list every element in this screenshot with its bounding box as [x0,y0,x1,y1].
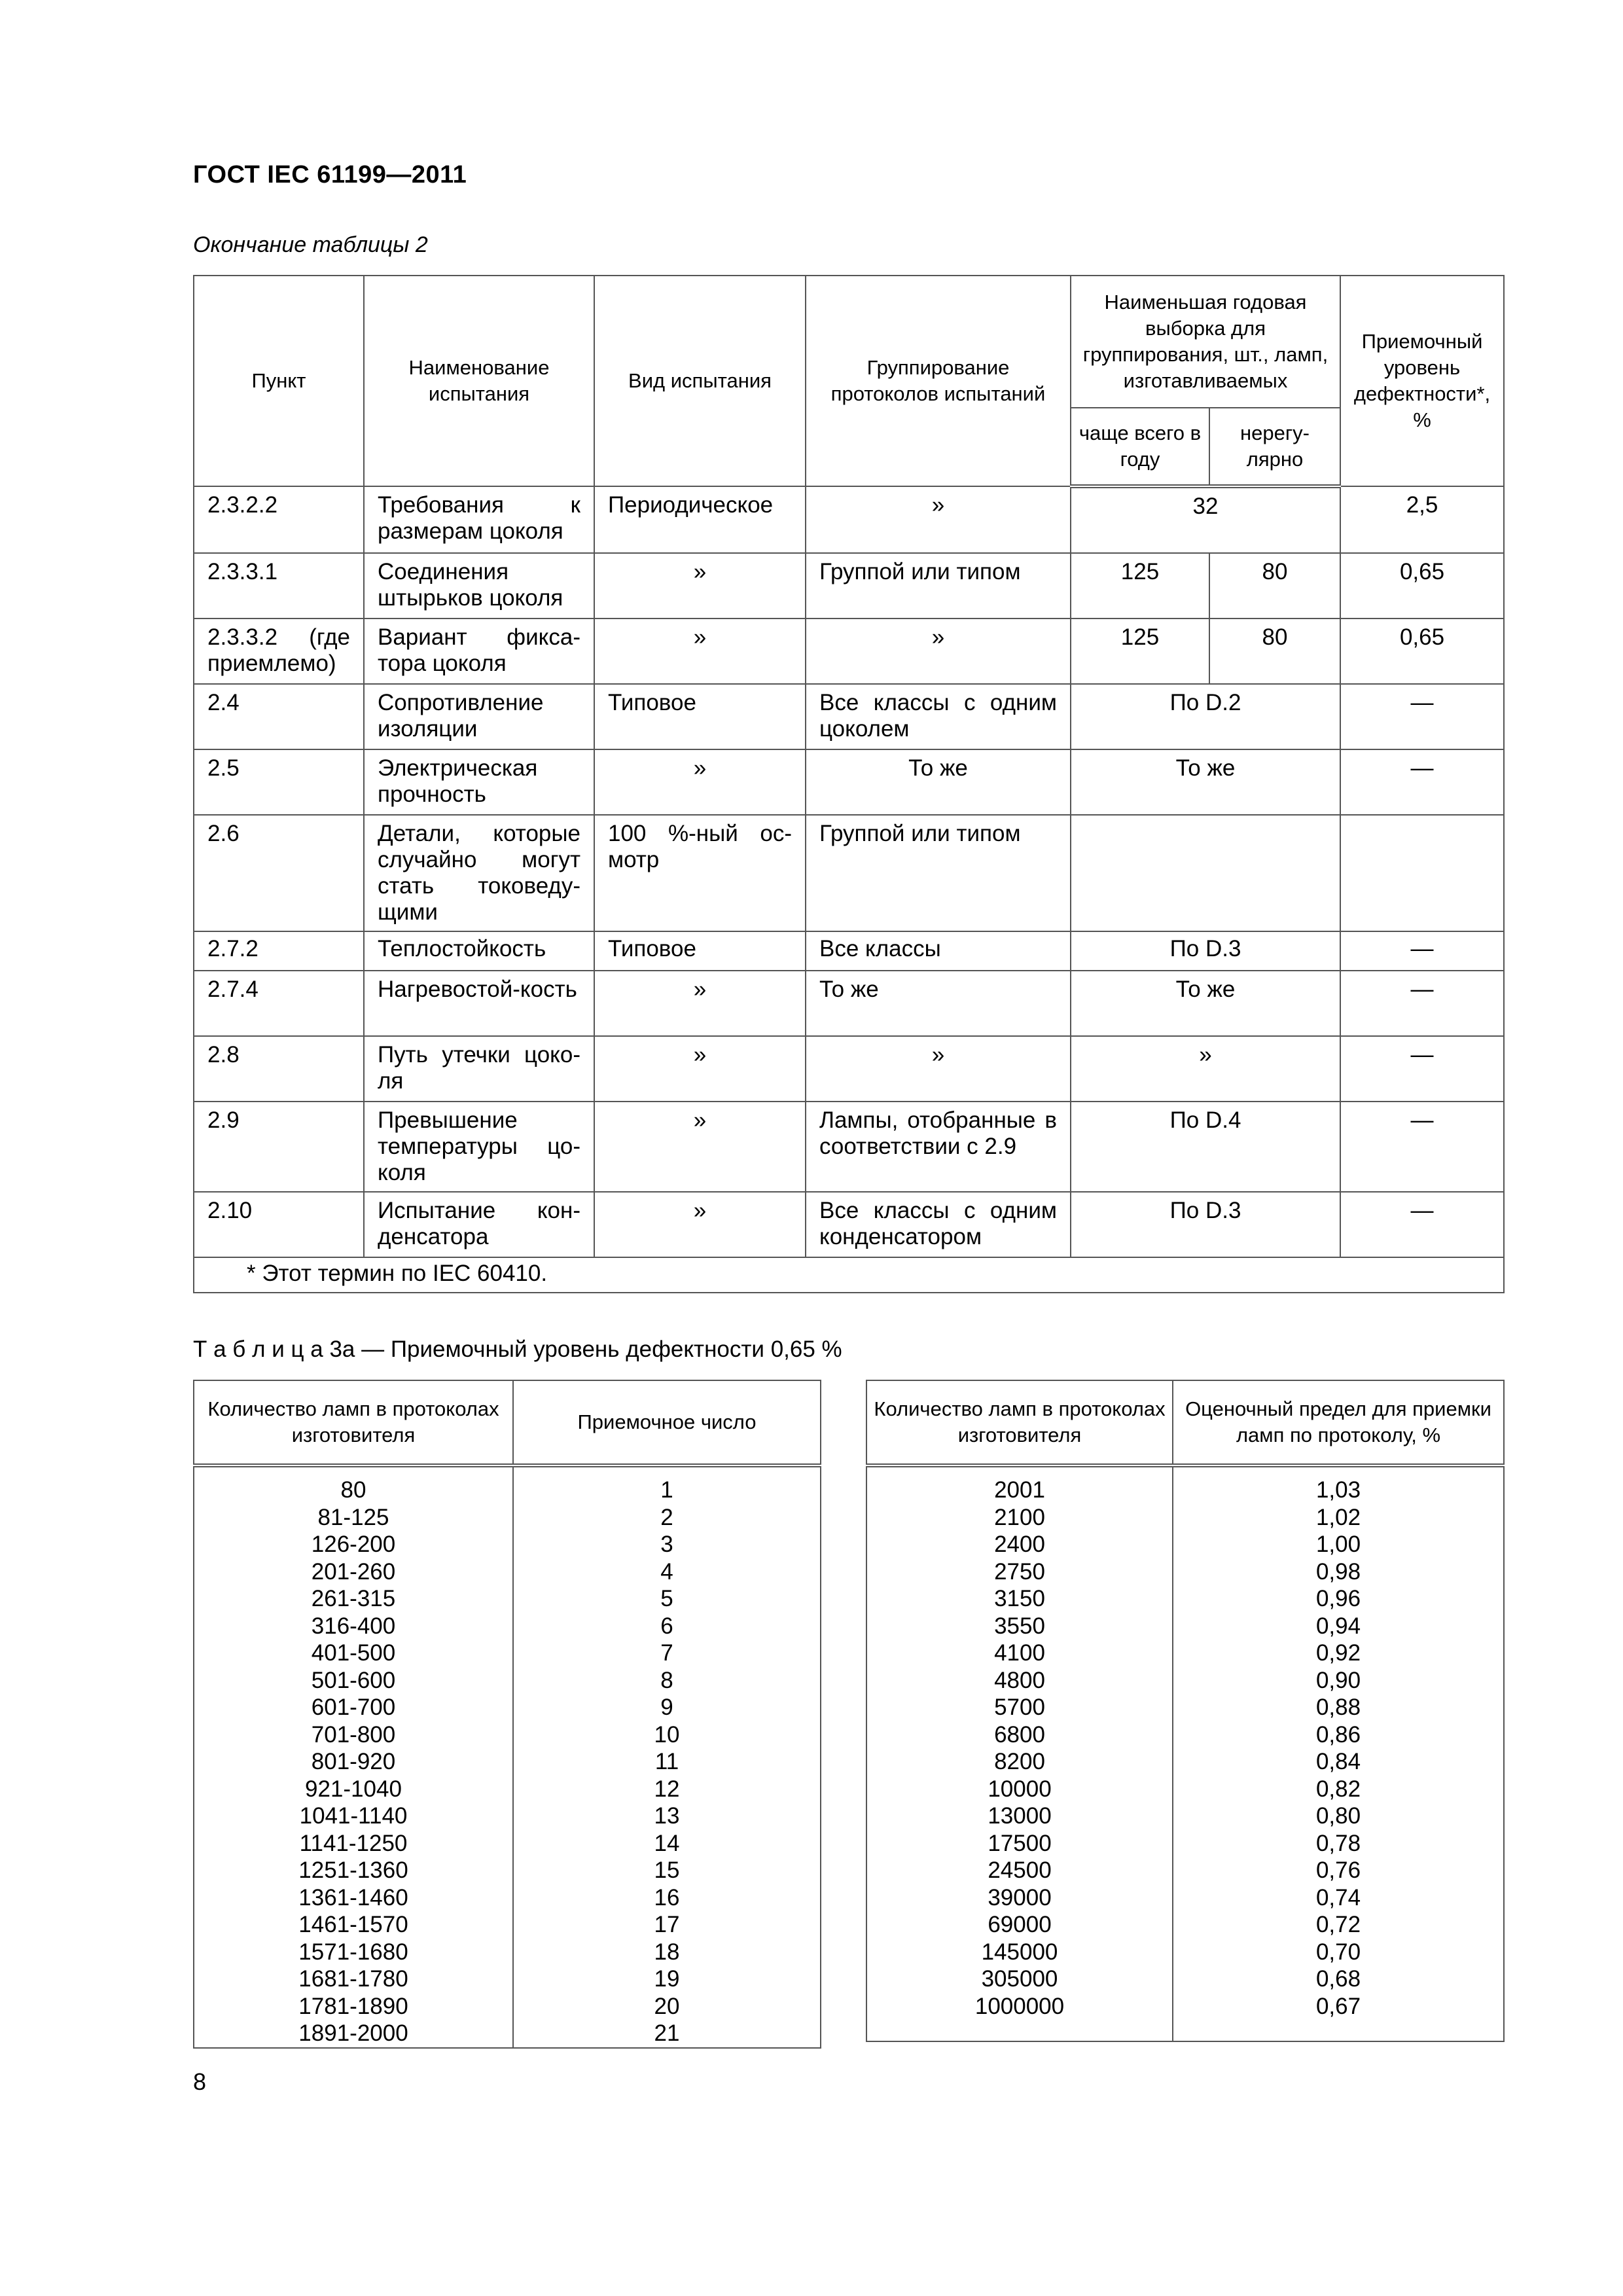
table-cell-value: 12 [654,1776,680,1802]
table-cell-value: 2 [660,1504,673,1530]
header-acceptance-limit: Оценочный предел для приемки ламп по протоколу, % [1173,1380,1504,1465]
table-cell-value: 7 [660,1640,673,1666]
header-test-type: Вид испытания [594,276,806,486]
cell-test-type: Типовое [594,931,806,971]
cell-sample: 32 [1071,486,1340,553]
acceptance-number-column [513,1465,821,2048]
table-row [194,619,1504,684]
table-footnote: * Этот термин по IEC 60410. [194,1257,1504,1293]
table-cell-value: 6 [660,1613,673,1639]
header-sample-frequent: чаще всего в году [1071,408,1209,486]
header-aql: Приемочный уровень дефектности*, % [1340,276,1504,486]
table-cell-value: 0,82 [1315,1776,1361,1802]
cell-aql: — [1340,1102,1504,1192]
cell-punkt: 2.9 [194,1102,364,1192]
header-lamp-count: Количество ламп в протоколах изготовителя [194,1380,513,1465]
table-row [194,1102,1504,1192]
table-cell-value: 0,70 [1315,1939,1361,1965]
table-cell-value: 15 [654,1857,680,1883]
header-acceptance-number: Приемочное число [513,1380,821,1465]
cell-sample: То же [1071,971,1340,1036]
table-cell-value: 8 [660,1667,673,1693]
cell-aql: 2,5 [1340,486,1504,553]
cell-test-type: 100 %-ный ос-мотр [594,815,806,931]
header-lamp-count: Количество ламп в протоколах изготовителя [866,1380,1173,1465]
table-row [866,1465,1504,2041]
table-cell-value: 24500 [988,1857,1052,1883]
table-cell-value: 0,88 [1315,1695,1361,1720]
table-cell-value: 4 [660,1558,673,1585]
table-cell-value: 11 [654,1749,679,1774]
table-cell-value: 8200 [994,1749,1045,1774]
table-cell-value: 0,67 [1315,1993,1361,2019]
table-row [194,1036,1504,1102]
table-cell-value: 3 [660,1532,673,1557]
lamp-count-column [866,1465,1173,2041]
acceptance-limit-column [1173,1465,1504,2041]
table-cell-value: 4100 [994,1640,1045,1666]
table-cell-value: 1000000 [974,1993,1065,2019]
page-number: 8 [193,2068,207,2095]
table-row [194,971,1504,1036]
table-row [194,486,1504,553]
table-cell-value: 20 [654,1993,680,2019]
table-cell-value: 9 [660,1695,673,1720]
cell-sample-frequent: 125 [1071,619,1209,684]
cell-grouping: Все классы с одним конденсатором [806,1192,1071,1257]
cell-test-type: » [594,1102,806,1192]
cell-sample: » [1071,1036,1340,1102]
cell-test-name: Электрическая прочность [364,749,594,815]
table-cell-value: 69000 [988,1912,1052,1937]
table-cell-value: 1041-1140 [299,1803,408,1829]
cell-aql: — [1340,1036,1504,1102]
table-cell-value: 1141-1250 [299,1830,408,1856]
table-cell-value: 2400 [994,1532,1045,1557]
table-row [194,553,1504,619]
cell-punkt: 2.8 [194,1036,364,1102]
header-punkt: Пункт [194,276,364,486]
cell-sample-irregular: 80 [1209,553,1340,619]
table-cell-value: 1681-1780 [298,1966,408,1992]
cell-grouping: Все классы с одним цоколем [806,684,1071,749]
table-cell-value: 18 [654,1939,680,1965]
table-cell-value: 5700 [994,1695,1045,1720]
cell-aql [1340,815,1504,931]
table-footnote-row [194,1257,1504,1293]
table-cell-value: 0,98 [1315,1558,1361,1585]
table-cell-value: 1461-1570 [298,1912,408,1937]
cell-test-type: » [594,619,806,684]
cell-grouping: То же [806,749,1071,815]
table-cell-value: 0,84 [1315,1749,1361,1774]
table-cell-value: 0,90 [1315,1667,1361,1693]
table-cell-value: 17 [654,1912,680,1937]
table-cell-value: 13000 [988,1803,1052,1829]
table-cell-value: 601-700 [311,1695,396,1720]
cell-test-name: Сопротивление изоляции [364,684,594,749]
table-cell-value: 0,94 [1315,1613,1361,1639]
cell-grouping: Лампы, отобранные в соответствии с 2.9 [806,1102,1071,1192]
cell-grouping: Все классы [806,931,1071,971]
cell-grouping: » [806,1036,1071,1102]
cell-punkt: 2.4 [194,684,364,749]
header-test-name: Наименование испытания [364,276,594,486]
table-cell-value: 14 [654,1830,680,1856]
table-cell-value: 17500 [988,1830,1052,1856]
cell-punkt: 2.3.3.2 (где приемлемо) [194,619,364,684]
cell-aql: 0,65 [1340,619,1504,684]
table-cell-value: 305000 [981,1966,1058,1992]
cell-sample-frequent: 125 [1071,553,1209,619]
cell-aql: — [1340,971,1504,1036]
table-row [194,749,1504,815]
cell-punkt: 2.10 [194,1192,364,1257]
table-cell-value: 3550 [994,1613,1045,1639]
cell-grouping: » [806,619,1071,684]
cell-grouping: » [806,486,1071,553]
cell-sample: По D.2 [1071,684,1340,749]
table-cell-value: 6800 [994,1721,1045,1748]
cell-punkt: 2.7.2 [194,931,364,971]
table-cell-value: 16 [654,1884,680,1910]
table-3a-left [193,1380,821,2049]
table-cell-value: 39000 [988,1884,1052,1910]
table-cell-value: 1781-1890 [298,1993,408,2019]
table-cell-value: 145000 [981,1939,1058,1965]
table-cell-value: 1,02 [1315,1504,1361,1530]
table-cell-value: 0,86 [1315,1721,1361,1748]
table-cell-value: 0,80 [1315,1803,1361,1829]
table-cell-value: 126-200 [311,1532,396,1557]
cell-test-name: Детали, которые случайно могут стать токоведу-щими [364,815,594,931]
cell-test-name: Нагревостой-кость [364,971,594,1036]
table-row [194,931,1504,971]
cell-test-name: Соединения штырьков цоколя [364,553,594,619]
cell-sample-irregular: 80 [1209,619,1340,684]
table-3a-title: Т а б л и ц а 3а — Приемочный уровень дефектности 0,65 % [193,1336,842,1362]
table-cell-value: 1251-1360 [298,1857,408,1883]
cell-test-name: Испытание кон-денсатора [364,1192,594,1257]
cell-aql: — [1340,931,1504,971]
table-cell-value: 10 [654,1721,680,1748]
cell-test-name: Вариант фикса-тора цоколя [364,619,594,684]
cell-test-type: Типовое [594,684,806,749]
table-cell-value: 2001 [994,1477,1045,1503]
table-cell-value: 401-500 [311,1640,396,1666]
table-cell-value: 1,00 [1315,1532,1361,1557]
cell-sample: То же [1071,749,1340,815]
cell-test-name: Путь утечки цоко-ля [364,1036,594,1102]
table-cell-value: 1 [660,1477,673,1503]
table-2 [193,275,1505,1293]
cell-punkt: 2.6 [194,815,364,931]
cell-test-type: » [594,1036,806,1102]
table-cell-value: 13 [654,1803,680,1829]
header-sample: Наименьшая годовая выборка для группирования, шт., ламп, изготавливаемых [1071,276,1340,408]
cell-grouping: Группой или типом [806,553,1071,619]
table-cell-value: 2750 [994,1558,1045,1585]
table-cell-value: 921-1040 [305,1776,402,1802]
cell-test-type: » [594,749,806,815]
table-cell-value: 10000 [988,1776,1052,1802]
cell-test-type: » [594,971,806,1036]
cell-punkt: 2.3.3.1 [194,553,364,619]
table-cell-value: 316-400 [311,1613,396,1639]
cell-test-type: » [594,553,806,619]
table-row [194,815,1504,931]
cell-aql: — [1340,749,1504,815]
table-caption: Окончание таблицы 2 [193,232,428,257]
cell-grouping: То же [806,971,1071,1036]
lamp-count-column [194,1465,513,2048]
table-cell-value: 201-260 [311,1558,396,1585]
header-sample-irregular: нерегу-лярно [1209,408,1340,486]
table-cell-value: 2100 [994,1504,1045,1530]
table-row [194,1192,1504,1257]
cell-grouping: Группой или типом [806,815,1071,931]
cell-test-name: Требования к размерам цоколя [364,486,594,553]
table-cell-value: 81-125 [317,1504,389,1530]
table-cell-value: 19 [654,1966,680,1992]
table-cell-value: 1361-1460 [298,1884,408,1910]
table-cell-value: 501-600 [311,1667,396,1693]
cell-sample [1071,815,1340,931]
cell-test-name: Превышение температуры цо-коля [364,1102,594,1192]
cell-test-type: Периодическое [594,486,806,553]
table-cell-value: 0,68 [1315,1966,1361,1992]
table-cell-value: 701-800 [311,1721,396,1748]
cell-punkt: 2.5 [194,749,364,815]
cell-sample: По D.3 [1071,931,1340,971]
table-cell-value: 261-315 [311,1586,396,1611]
table-cell-value: 0,92 [1315,1640,1361,1666]
table-cell-value: 0,78 [1315,1830,1361,1856]
table-cell-value: 801-920 [311,1749,396,1774]
cell-punkt: 2.7.4 [194,971,364,1036]
cell-sample: По D.3 [1071,1192,1340,1257]
table-cell-value: 0,76 [1315,1857,1361,1883]
table-cell-value: 1,03 [1315,1477,1361,1503]
cell-aql: — [1340,1192,1504,1257]
table-row [194,1465,821,2048]
table-cell-value: 0,72 [1315,1912,1361,1937]
cell-aql: — [1340,684,1504,749]
document-title: ГОСТ IEC 61199—2011 [193,161,467,188]
table-cell-value: 21 [654,2020,680,2046]
table-cell-value: 5 [660,1586,673,1611]
header-grouping: Группирование протоколов испытаний [806,276,1071,486]
table-row [194,684,1504,749]
table-cell-value: 4800 [994,1667,1045,1693]
table-cell-value: 0,96 [1315,1586,1361,1611]
cell-punkt: 2.3.2.2 [194,486,364,553]
cell-test-name: Теплостойкость [364,931,594,971]
table-cell-value: 1571-1680 [298,1939,408,1965]
table-3a-right [866,1380,1505,2042]
cell-sample: По D.4 [1071,1102,1340,1192]
table-cell-value: 3150 [994,1586,1045,1611]
table-cell-value: 80 [340,1477,366,1503]
table-cell-value: 1891-2000 [298,2020,408,2046]
cell-test-type: » [594,1192,806,1257]
table-cell-value: 0,74 [1315,1884,1361,1910]
cell-aql: 0,65 [1340,553,1504,619]
